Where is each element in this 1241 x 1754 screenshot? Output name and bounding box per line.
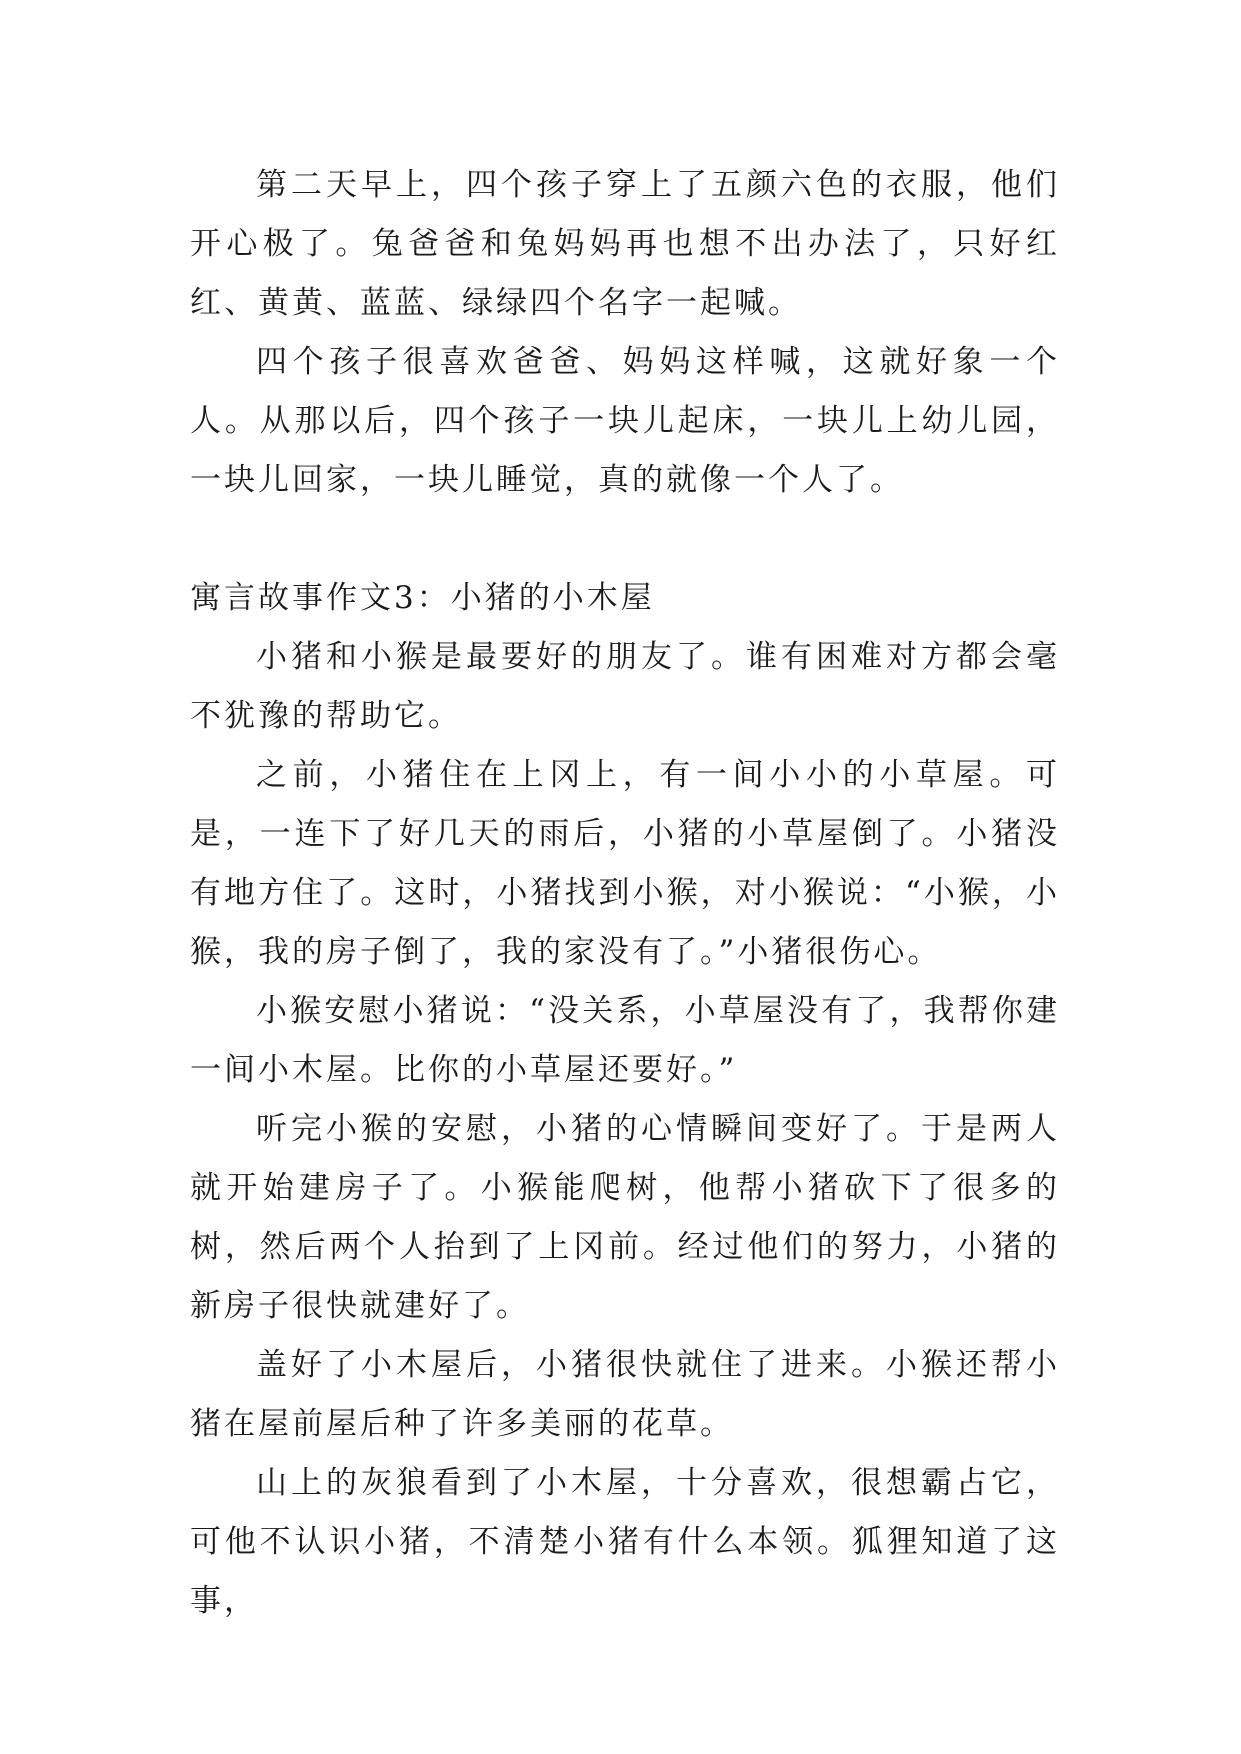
paragraph: 小猴安慰小猪说：“没关系，小草屋没有了，我帮你建一间小木屋。比你的小草屋还要好。” bbox=[190, 993, 1060, 1088]
document-body bbox=[190, 156, 1060, 1631]
paragraph: 小猪和小猴是最要好的朋友了。谁有困难对方都会毫不犹豫的帮助它。 bbox=[190, 639, 1060, 734]
paragraph: 第二天早上，四个孩子穿上了五颜六色的衣服，他们开心极了。兔爸爸和兔妈妈再也想不出办法了，只好红红、黄黄、蓝蓝、绿绿四个名字一起喊。 bbox=[190, 167, 1060, 321]
section-title: 寓言故事作文3：小猪的小木屋 bbox=[190, 580, 655, 616]
paragraph: 盖好了小木屋后，小猪很快就住了进来。小猴还帮小猪在屋前屋后种了许多美丽的花草。 bbox=[190, 1347, 1060, 1442]
paragraph: 四个孩子很喜欢爸爸、妈妈这样喊，这就好象一个人。从那以后，四个孩子一块儿起床，一块儿上幼儿园，一块儿回家，一块儿睡觉，真的就像一个人了。 bbox=[190, 344, 1060, 498]
paragraph: 听完小猴的安慰，小猪的心情瞬间变好了。于是两人就开始建房子了。小猴能爬树，他帮小猪砍下了很多的树，然后两个人抬到了上冈前。经过他们的努力，小猪的新房子很快就建好了。 bbox=[190, 1111, 1060, 1324]
paragraph: 之前，小猪住在上冈上，有一间小小的小草屋。可是，一连下了好几天的雨后，小猪的小草屋倒了。小猪没有地方住了。这时，小猪找到小猴，对小猴说：“小猴，小猴，我的房子倒了，我的家没有了。”小猪很伤心。 bbox=[190, 757, 1060, 970]
paragraph: 山上的灰狼看到了小木屋，十分喜欢，很想霸占它，可他不认识小猪，不清楚小猪有什么本领。狐狸知道了这事， bbox=[190, 1465, 1060, 1619]
